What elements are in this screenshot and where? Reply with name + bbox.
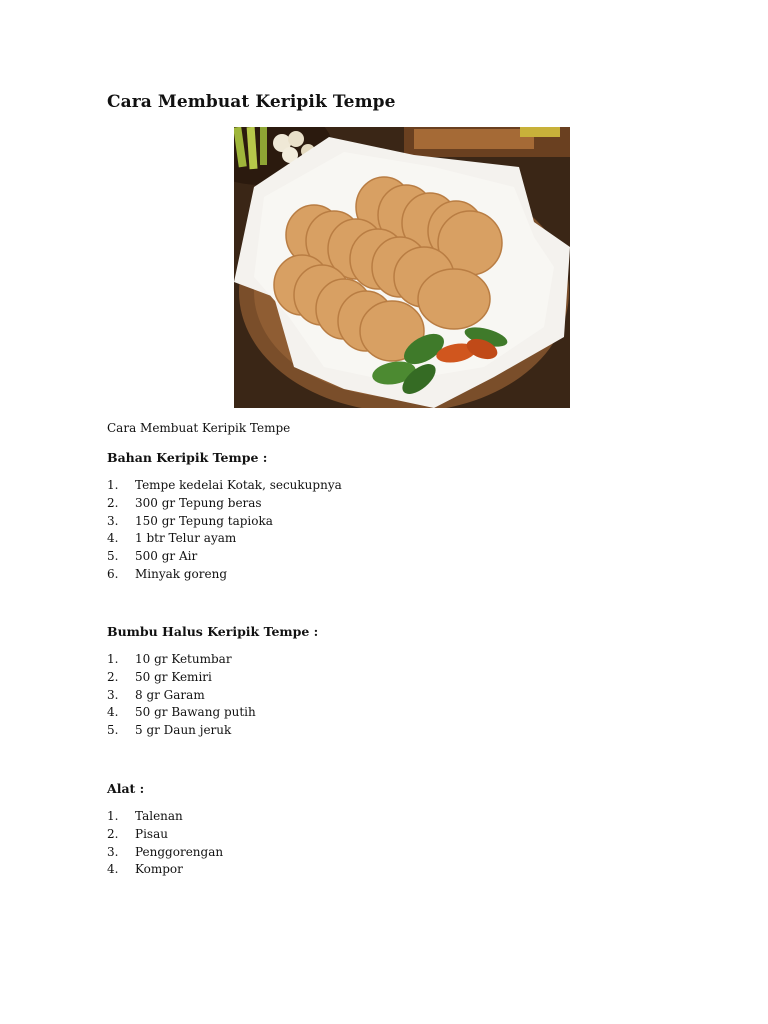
bumbu-heading: Bumbu Halus Keripik Tempe : — [107, 624, 319, 639]
list-item: 5. 5 gr Daun jeruk — [107, 723, 232, 738]
list-item: 4. Kompor — [107, 862, 183, 877]
list-item: 1. Talenan — [107, 809, 183, 823]
bahan-list — [107, 477, 342, 584]
list-item: 3. 150 gr Tepung tapioka — [107, 513, 273, 528]
page-title: Cara Membuat Keripik Tempe — [107, 92, 396, 112]
list-item: 2. 300 gr Tepung beras — [107, 495, 262, 510]
bumbu-list — [107, 651, 256, 740]
list-item: 2. 50 gr Kemiri — [107, 669, 212, 684]
list-item: 5. 500 gr Air — [107, 549, 198, 564]
list-item: 6. Minyak goreng — [107, 566, 228, 581]
alat-heading: Alat : — [107, 781, 145, 796]
list-item: 1. Tempe kedelai Kotak, secukupnya — [107, 478, 342, 492]
bahan-heading: Bahan Keripik Tempe : — [107, 450, 268, 465]
list-item: 1. 10 gr Ketumbar — [107, 652, 232, 666]
image-caption: Cara Membuat Keripik Tempe — [107, 421, 291, 435]
list-item: 4. 1 btr Telur ayam — [107, 531, 237, 546]
list-item: 3. 8 gr Garam — [107, 687, 205, 702]
keripik-tempe-photo — [234, 127, 570, 408]
list-item: 3. Penggorengan — [107, 844, 224, 859]
list-item: 2. Pisau — [107, 826, 168, 841]
alat-list — [107, 808, 223, 879]
list-item: 4. 50 gr Bawang putih — [107, 705, 256, 720]
